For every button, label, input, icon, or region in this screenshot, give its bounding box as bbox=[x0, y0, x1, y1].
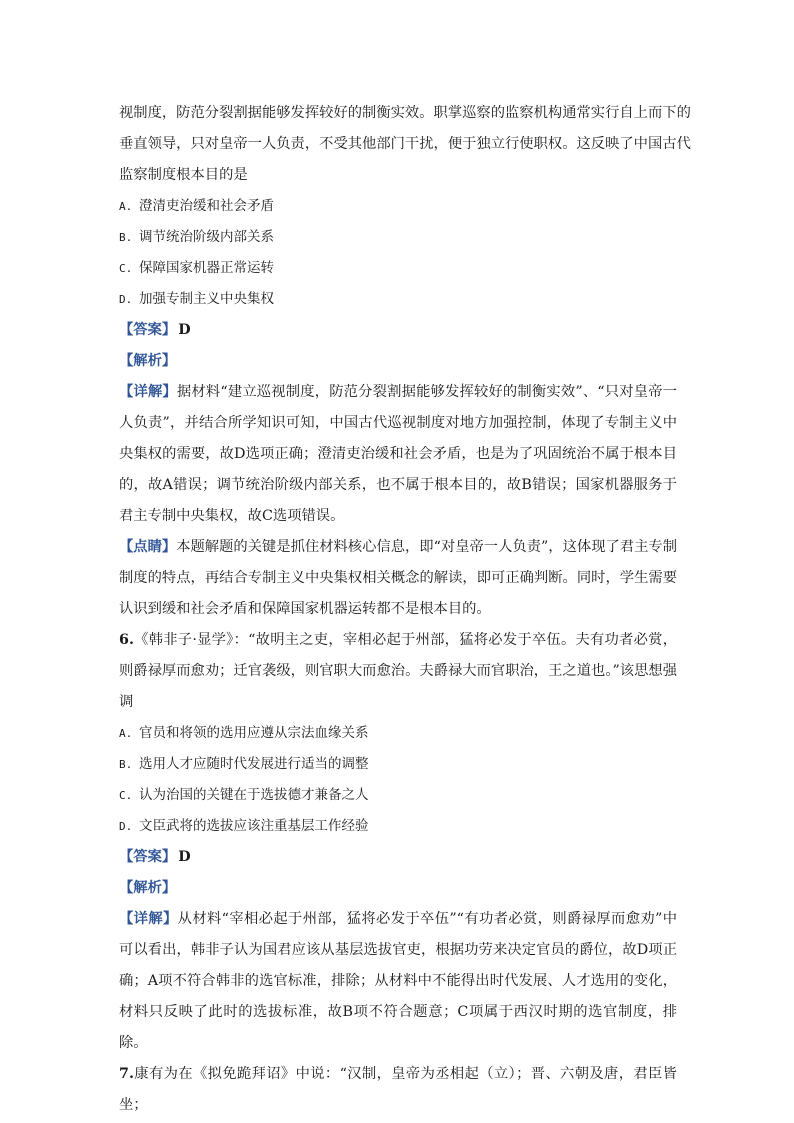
detail-text: 据材料“建立巡视制度，防范分裂割据能够发挥较好的制衡实效”、“只对皇帝一人负责”，并结合所学知识可知，中国古代巡视制度对地方加强控制，体现了专制主义中央集权的需要，故D选项正确；澄清吏治缓和社会矛盾，也是为了巩固统治不属于根本目的，故A错误；调节统治阶级内部关系，也不属于根本目的，故B错误；国家机器服务于君主专制中央集权，故C选项错误。 bbox=[119, 384, 677, 524]
detail-tag: 【详解】 bbox=[119, 384, 177, 400]
option-text: 调节统治阶级内部关系 bbox=[139, 229, 274, 245]
option-text: 澄清吏治缓和社会矛盾 bbox=[139, 198, 274, 214]
q6-option-d bbox=[119, 811, 677, 842]
question-stem: 《韩非子·显学》：“故明主之吏，宰相必起于州部，猛将必发于卒伍。夫有功者必赏，则爵禄厚而愈劝；迁官袭级，则官职大而愈治。夫爵禄大而官职治，王之道也。”该思想强调 bbox=[119, 632, 677, 710]
point-text: 本题解题的关键是抓住材料核心信息，即“对皇帝一人负责”，这体现了君主专制制度的特点，再结合专制主义中央集权相关概念的解读，即可正确判断。同时，学生需要认识到缓和社会矛盾和保障国家机器运转都不是根本目的。 bbox=[119, 539, 677, 617]
detail-tag: 【详解】 bbox=[119, 911, 178, 927]
intro-line-3: 监察制度根本目的是 bbox=[119, 167, 248, 183]
q5-point bbox=[119, 532, 677, 625]
q5-answer bbox=[119, 315, 677, 346]
option-letter: A. bbox=[119, 200, 133, 213]
answer-value: D bbox=[178, 322, 191, 338]
detail-text: 从材料“宰相必起于州部，猛将必发于卒伍”“有功者必赏，则爵禄厚而愈劝”中可以看出，韩非子认为国君应该从基层选拔官吏，根据功劳来决定官员的爵位，故D项正确；A项不符合韩非的选官标准，排除；从材料中不能得出时代发展、人才选用的变化，材料只反映了此时的选拔标准，故B项不符合题意；C项属于西汉时期的选官制度，排除。 bbox=[119, 911, 678, 1051]
option-letter: D. bbox=[119, 820, 133, 833]
answer-tag: 【答案】 bbox=[119, 849, 177, 865]
q6-option-b bbox=[119, 749, 677, 780]
q5-option-b bbox=[119, 222, 677, 253]
option-text: 选用人才应随时代发展进行适当的调整 bbox=[139, 756, 369, 772]
q5-option-d bbox=[119, 284, 677, 315]
question-stem: 康有为在《拟免跪拜诏》中说：“汉制，皇帝为丞相起（立）；晋、六朝及唐，君臣皆坐； bbox=[119, 1066, 677, 1113]
q6-answer bbox=[119, 842, 677, 873]
option-letter: D. bbox=[119, 293, 133, 306]
q6-analysis-heading bbox=[119, 873, 677, 904]
option-letter: A. bbox=[119, 727, 133, 740]
option-text: 文臣武将的选拔应该注重基层工作经验 bbox=[139, 818, 369, 834]
point-tag: 【点睛】 bbox=[119, 539, 177, 555]
option-letter: C. bbox=[119, 789, 133, 802]
option-text: 官员和将领的选用应遵从宗法血缘关系 bbox=[139, 725, 369, 741]
q6-stem bbox=[119, 625, 677, 718]
q5-option-a bbox=[119, 191, 677, 222]
option-text: 加强专制主义中央集权 bbox=[139, 291, 274, 307]
q6-detail bbox=[119, 904, 677, 1059]
q6-option-a bbox=[119, 718, 677, 749]
answer-value: D bbox=[178, 849, 191, 865]
option-letter: C. bbox=[119, 262, 133, 275]
analysis-tag: 【解析】 bbox=[119, 880, 177, 896]
intro-line-2: 垂直领导，只对皇帝一人负责，不受其他部门干扰，便于独立行使职权。这反映了中国古代 bbox=[119, 136, 691, 152]
option-letter: B. bbox=[119, 231, 133, 244]
q5-option-c bbox=[119, 253, 677, 284]
question-number: 6. bbox=[119, 632, 134, 648]
q7-stem bbox=[119, 1059, 677, 1121]
question-number: 7. bbox=[119, 1066, 134, 1082]
q5-analysis-heading bbox=[119, 346, 677, 377]
document-content bbox=[119, 98, 691, 1121]
option-letter: B. bbox=[119, 758, 133, 771]
option-text: 认为治国的关键在于选拔德才兼备之人 bbox=[139, 787, 369, 803]
intro-line-1: 视制度，防范分裂割据能够发挥较好的制衡实效。职掌巡察的监察机构通常实行自上而下的 bbox=[119, 105, 691, 121]
answer-tag: 【答案】 bbox=[119, 322, 177, 338]
q5-detail bbox=[119, 377, 677, 532]
q6-option-c bbox=[119, 780, 677, 811]
option-text: 保障国家机器正常运转 bbox=[139, 260, 274, 276]
analysis-tag: 【解析】 bbox=[119, 353, 177, 369]
